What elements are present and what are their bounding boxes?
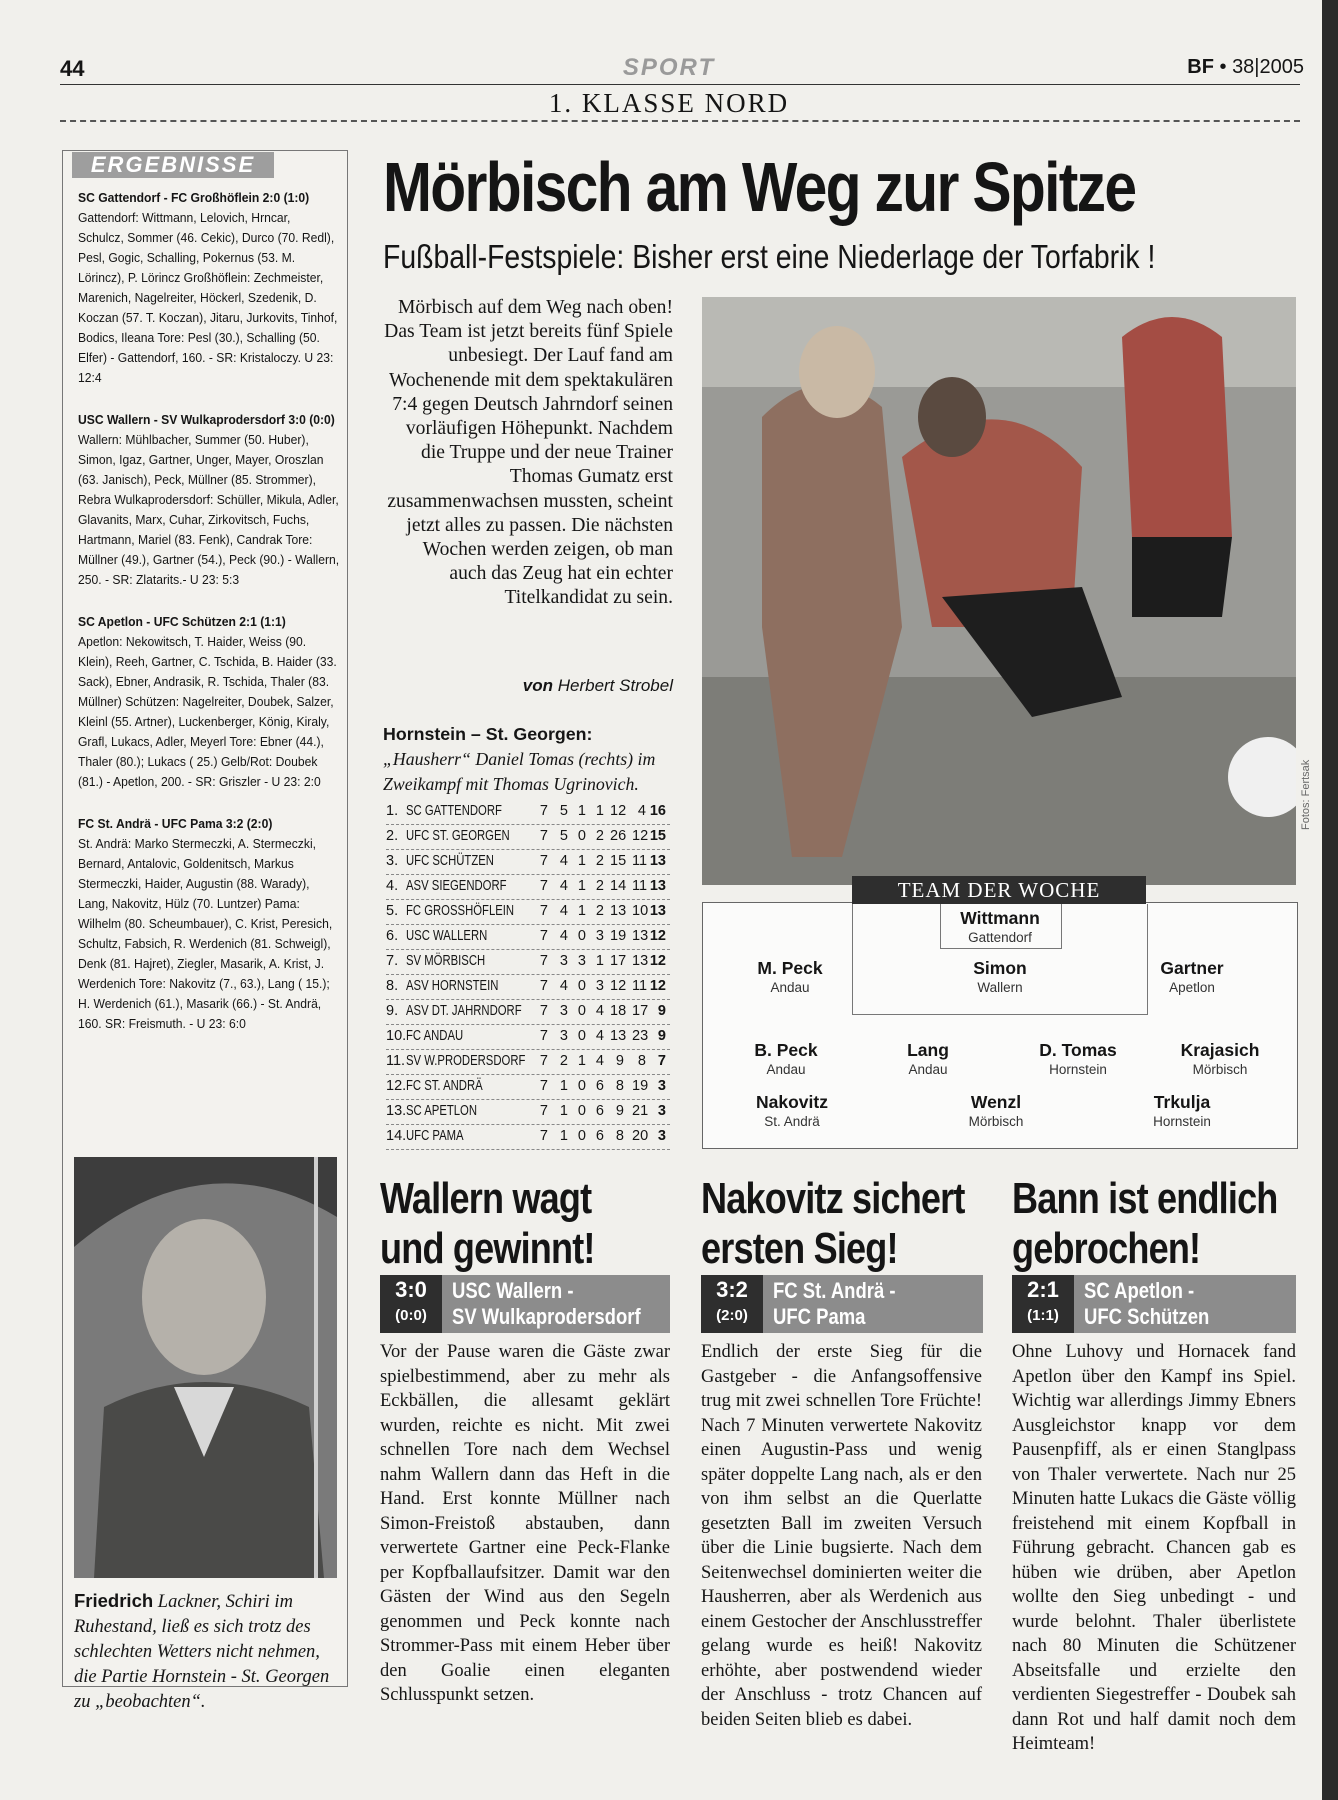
standings-rank: 5.: [386, 903, 399, 919]
standings-rank: 4.: [386, 878, 399, 894]
standings-points: 13: [649, 903, 666, 919]
player-card: [920, 908, 1080, 946]
standings-l: 4: [595, 1053, 604, 1069]
standings-w: 5: [559, 803, 568, 819]
standings-ga: 12: [632, 828, 649, 844]
score-final: 3:0: [395, 1277, 427, 1302]
player-card: [998, 1040, 1158, 1078]
score-final: 3:2: [716, 1277, 748, 1302]
standings-rank: 10.: [386, 1028, 407, 1044]
standings-p: 7: [539, 878, 548, 894]
player-name: Lang: [907, 1040, 949, 1060]
section-title: SPORT: [622, 54, 716, 81]
standings-rank: 13.: [386, 1103, 407, 1119]
standings-l: 2: [595, 903, 604, 919]
standings-ga: 4: [637, 803, 646, 819]
score-team1: USC Wallern -: [452, 1278, 574, 1303]
article-body: Vor der Pause waren die Gäste zwar spielbestimmend, aber zu mehr als Eckbällen, die allesamt geklärt wurden, reichte es nicht. Mit zwei schnellen Tore nach dem Wechsel nahm Wallern dann das Heft in die Hand. Erst konnte Müllner nach Simon-Freistoß abstauben, dann verwertete Gartner eine Peck-Flanke per Kopfballaufsitzer. Damit war den Gästen der Wind aus den Segeln genommen und Peck konnte nach Strommer-Pass mit einem Heber über den Goalie einen eleganten Schlusspunkt setzen.: [380, 1342, 670, 1705]
referee-caption-name: Friedrich: [74, 1590, 154, 1611]
standings-team: SC GATTENDORF: [406, 803, 502, 819]
standings-row: [386, 875, 670, 900]
standings-w: 3: [559, 953, 568, 969]
result-item: [78, 612, 339, 792]
standings-d: 1: [577, 803, 586, 819]
standings-row: [386, 925, 670, 950]
standings-team: SV W.PRODERSDORF: [406, 1053, 526, 1069]
standings-row: [386, 1050, 670, 1075]
standings-points: 3: [657, 1103, 666, 1119]
referee-photo: [74, 1157, 337, 1578]
article-nakovitz: [701, 1174, 991, 1274]
standings-l: 3: [595, 978, 604, 994]
bullet: •: [1219, 56, 1227, 78]
score-team2: UFC Pama: [773, 1304, 866, 1329]
standings-team: FC ST. ANDRÄ: [406, 1078, 483, 1094]
main-photo-image: [702, 297, 1296, 885]
player-club: Wallern: [977, 980, 1023, 995]
header-dashed-rule: [60, 120, 1300, 122]
player-name: Nakovitz: [756, 1092, 828, 1112]
standings-gf: 9: [615, 1053, 624, 1069]
standings-row: [386, 1025, 670, 1050]
player-club: Hornstein: [1049, 1062, 1107, 1077]
standings-p: 7: [539, 853, 548, 869]
standings-l: 2: [595, 828, 604, 844]
main-subheadline: Fußball-Festspiele: Bisher erst eine Niederlage der Torfabrik !: [383, 238, 1156, 275]
standings-w: 3: [559, 1003, 568, 1019]
standings-rank: 6.: [386, 928, 399, 944]
standings-d: 0: [577, 928, 586, 944]
standings-d: 0: [577, 1003, 586, 1019]
player-club: Hornstein: [1153, 1114, 1211, 1129]
standings-d: 0: [577, 1028, 586, 1044]
player-card: [710, 958, 870, 996]
player-name: Wittmann: [960, 908, 1040, 928]
standings-rank: 14.: [386, 1128, 407, 1144]
standings-l: 1: [595, 803, 604, 819]
standings-team: SV MÖRBISCH: [406, 953, 486, 969]
standings-l: 6: [595, 1078, 604, 1094]
byline: [383, 676, 673, 696]
player-club: Gattendorf: [968, 930, 1032, 945]
player-card: [1140, 1040, 1300, 1078]
main-intro: Mörbisch auf dem Weg nach oben! Das Team ist jetzt bereits fünf Spiele unbesiegt. Der Lauf fand am Wochenende mit dem spektakulären 7:4 gegen Deutsch Jahrndorf seinen vorläufigen Höhepunkt. Nachdem die Truppe und der neue Trainer Thomas Gumatz erst zusammenwachsen mussten, scheint jetzt alles zu passen. Die nächsten Wochen werden zeigen, ob man auch das Zeug hat ein echter Titelkandidat zu sein.: [384, 297, 673, 609]
player-card: [712, 1092, 872, 1130]
standings-w: 5: [559, 828, 568, 844]
standings-rank: 7.: [386, 953, 399, 969]
standings-d: 1: [577, 903, 586, 919]
score-team2: UFC Schützen: [1084, 1304, 1210, 1329]
standings-points: 7: [657, 1053, 666, 1069]
player-club: Mörbisch: [968, 1114, 1024, 1129]
player-name: B. Peck: [754, 1040, 818, 1060]
standings-ga: 13: [632, 953, 649, 969]
standings-p: 7: [539, 803, 548, 819]
score-teams: [442, 1275, 670, 1333]
standings-row: [386, 1075, 670, 1100]
main-photo-caption-text: „Hausherr“ Daniel Tomas (rechts) im Zweikampf mit Thomas Ugrinovich.: [383, 749, 656, 794]
standings-rank: 12.: [386, 1078, 407, 1094]
standings-points: 3: [657, 1128, 666, 1144]
results-title: ERGEBNISSE: [72, 152, 274, 178]
standings-w: 4: [559, 978, 568, 994]
score-bar: [380, 1275, 670, 1333]
standings-l: 6: [595, 1103, 604, 1119]
player-club: St. Andrä: [764, 1114, 820, 1129]
issue-number: 38|2005: [1232, 56, 1304, 78]
standings-points: 3: [657, 1078, 666, 1094]
player-card: [848, 1040, 1008, 1078]
score-teams: [763, 1275, 983, 1333]
standings-points: 12: [649, 978, 666, 994]
results-list: [78, 188, 339, 1056]
standings-d: 0: [577, 1128, 586, 1144]
player-club: Mörbisch: [1192, 1062, 1248, 1077]
player-card: [1112, 958, 1272, 996]
standings-gf: 13: [610, 903, 627, 919]
article-headline-line1: Nakovitz sichert: [701, 1174, 965, 1223]
standings-w: 1: [559, 1078, 568, 1094]
standings-row: [386, 900, 670, 925]
standings-p: 7: [539, 1078, 548, 1094]
standings-points: 16: [649, 803, 666, 819]
standings-gf: 12: [610, 978, 627, 994]
score-team2: SV Wulkaprodersdorf: [452, 1304, 641, 1329]
standings-gf: 17: [610, 953, 627, 969]
standings-points: 13: [649, 853, 666, 869]
standings-team: ASV DT. JAHRNDORF: [406, 1003, 522, 1019]
standings-p: 7: [539, 953, 548, 969]
standings-gf: 9: [615, 1103, 624, 1119]
player-name: Gartner: [1160, 958, 1224, 978]
standings-p: 7: [539, 928, 548, 944]
standings-table: [386, 800, 670, 1150]
result-text: Apetlon: Nekowitsch, T. Haider, Weiss (90. Klein), Reeh, Gartner, C. Tschida, B. Haider (33. Sack), Ebner, Andrasik, R. Tschida, Thaler (83. Müllner) Schützen: Nagelreiter, Doubek, Salzer, Kleinl (55. Artner), Luckenberger, König, Kiraly, Grafl, Lukacs, Adler, Meyerl Tore: Ebner (44.), Thaler (80.); Lukacs ( 25.) Gelb/Rot: Doubek (81.) - Apetlon, 200. - SR: Griszler - U 23: 2:0: [78, 634, 337, 789]
standings-p: 7: [539, 1103, 548, 1119]
score-halftime: (1:1): [1027, 1307, 1059, 1324]
standings-d: 3: [577, 953, 586, 969]
standings-ga: 10: [632, 903, 649, 919]
standings-row: [386, 1125, 670, 1150]
standings-p: 7: [539, 1128, 548, 1144]
referee-photo-image: [74, 1157, 337, 1578]
page-number: 44: [60, 56, 85, 81]
standings-d: 0: [577, 978, 586, 994]
standings-ga: 23: [632, 1028, 649, 1044]
player-card: [1102, 1092, 1262, 1130]
standings-gf: 13: [610, 1028, 627, 1044]
standings-team: SC APETLON: [406, 1103, 478, 1119]
article-headline-line2: und gewinnt!: [380, 1224, 595, 1273]
standings-rank: 2.: [386, 828, 399, 844]
standings-ga: 21: [632, 1103, 649, 1119]
standings-l: 6: [595, 1128, 604, 1144]
photo-credit: Fotos: Fertsak: [1300, 759, 1312, 830]
publication-name: BF: [1187, 56, 1214, 78]
standings-l: 1: [595, 953, 604, 969]
league-title: 1. KLASSE NORD: [548, 88, 790, 118]
main-photo-caption: [383, 722, 683, 797]
article-headline-line2: ersten Sieg!: [701, 1224, 898, 1273]
standings-team: UFC SCHÜTZEN: [406, 853, 494, 869]
standings-l: 3: [595, 928, 604, 944]
standings-w: 3: [559, 1028, 568, 1044]
standings-d: 0: [577, 828, 586, 844]
standings-points: 13: [649, 878, 666, 894]
article-headline-line1: Wallern wagt: [380, 1174, 592, 1223]
standings-p: 7: [539, 903, 548, 919]
result-header: SC Apetlon - UFC Schützen 2:1 (1:1): [78, 614, 286, 629]
standings-ga: 19: [632, 1078, 649, 1094]
result-header: SC Gattendorf - FC Großhöflein 2:0 (1:0): [78, 190, 310, 205]
standings-ga: 17: [632, 1003, 649, 1019]
score-team1: SC Apetlon -: [1084, 1278, 1195, 1303]
result-item: [78, 814, 339, 1034]
article-headline-line1: Bann ist endlich: [1012, 1174, 1278, 1223]
player-card: [920, 958, 1080, 996]
byline-prefix: von: [522, 676, 553, 695]
standings-ga: 8: [637, 1053, 646, 1069]
standings-w: 2: [559, 1053, 568, 1069]
standings-d: 1: [577, 1053, 586, 1069]
result-text: Wallern: Mühlbacher, Summer (50. Huber), Simon, Igaz, Gartner, Unger, Mayer, Oroszlan (63. Janisch), Peck, Müllner (85. Strommer), Rebra Wulkaprodersdorf: Schüller, Mikula, Adler, Glavanits, Marx, Cuhar, Zirkovitsch, Fuchs, Hartmann, Mariel (83. Fenk), Candrak Tore: Müllner (49.), Gartner (54.), Peck (90.) - Wallern, 250. - SR: Zlatarits.- U 23: 5:3: [78, 432, 340, 587]
standings-ga: 13: [632, 928, 649, 944]
standings-row: [386, 850, 670, 875]
standings-ga: 11: [632, 878, 648, 894]
standings-team: UFC ST. GEORGEN: [406, 828, 510, 844]
standings-points: 12: [649, 953, 666, 969]
result-header: FC St. Andrä - UFC Pama 3:2 (2:0): [78, 816, 273, 831]
standings-points: 12: [649, 928, 666, 944]
header-rule: [60, 84, 1300, 85]
standings-points: 15: [649, 828, 666, 844]
byline-author: Herbert Strobel: [557, 676, 673, 695]
standings-team: ASV SIEGENDORF: [406, 878, 507, 894]
player-name: Wenzl: [970, 1092, 1022, 1112]
standings-gf: 12: [610, 803, 627, 819]
standings-w: 4: [559, 878, 568, 894]
player-name: M. Peck: [757, 958, 823, 978]
standings-ga: 11: [632, 978, 648, 994]
standings-row: [386, 950, 670, 975]
standings-rank: 1.: [386, 803, 399, 819]
standings-p: 7: [539, 1053, 548, 1069]
score-halftime: (0:0): [395, 1307, 427, 1324]
standings-p: 7: [539, 828, 548, 844]
standings-l: 4: [595, 1028, 604, 1044]
referee-caption: [74, 1588, 336, 1715]
standings-row: [386, 1000, 670, 1025]
standings-l: 2: [595, 853, 604, 869]
standings-rank: 8.: [386, 978, 399, 994]
article-wallern: [380, 1174, 670, 1274]
main-photo: [702, 297, 1296, 885]
score-team1: FC St. Andrä -: [773, 1278, 896, 1303]
standings-p: 7: [539, 1028, 548, 1044]
standings-l: 2: [595, 878, 604, 894]
result-header: USC Wallern - SV Wulkaprodersdorf 3:0 (0:0): [78, 412, 335, 427]
standings-w: 1: [559, 1128, 568, 1144]
article-body: Endlich der erste Sieg für die Gastgeber - die Anfangsoffensive trug mit zwei schnellen Tore Früchte! Nach 7 Minuten verwertete Nakovitz einen Augustin-Pass und wenig später doppelte Lang nach, als er den von ihm selbst an die Querlatte gesetzten Ball im zweiten Versuch über die Linie bugsierte. Nach dem Seitenwechsel dominierten weiter die Hausherren, aber als Werdenich aus einem Gestocher der Anschlusstreffer gelang wurde es heiß! Nakovitz erhöhte, aber postwendend wieder der Anschluss - trotz Chancen auf beiden Seiten blieb es dabei.: [701, 1342, 982, 1730]
standings-team: UFC PAMA: [406, 1128, 464, 1144]
result-text: St. Andrä: Marko Stermeczki, A. Stermeczki, Bernard, Antalovic, Goldenitsch, Markus Stermeczki, Haider, Augustin (88. Warady), Lang, Nakovitz, Hülz (70. Luntzer) Pama: Wilhelm (80. Scheumbauer), C. Krist, Peresich, Schultz, Fabsich, R. Werdenich (81. Schweigl), Denk (81. Hajret), Ziegler, Masarik, A. Krist, J. Werdenich Tore: Nakovitz (7., 63.), Lang ( 15.); H. Werdenich (61.), Masarik (66.) - St. Andrä, 160. SR: Freismuth. - U 23: 6:0: [78, 836, 333, 1031]
standings-row: [386, 975, 670, 1000]
result-item: [78, 188, 339, 388]
standings-d: 1: [577, 878, 586, 894]
standings-rank: 3.: [386, 853, 399, 869]
player-club: Apetlon: [1169, 980, 1215, 995]
player-name: D. Tomas: [1039, 1040, 1117, 1060]
standings-gf: 26: [610, 828, 627, 844]
player-name: Simon: [973, 958, 1027, 978]
standings-d: 0: [577, 1078, 586, 1094]
standings-row: [386, 800, 670, 825]
standings-rank: 11.: [386, 1053, 406, 1069]
score-box: [701, 1275, 763, 1333]
standings-gf: 8: [615, 1128, 624, 1144]
standings-row: [386, 825, 670, 850]
player-name: Trkulja: [1153, 1092, 1211, 1112]
score-teams: [1074, 1275, 1296, 1333]
standings-points: 9: [657, 1028, 666, 1044]
standings-gf: 19: [610, 928, 627, 944]
standings-w: 4: [559, 853, 568, 869]
issue-info: [1187, 56, 1304, 79]
main-photo-caption-bold: Hornstein – St. Georgen:: [383, 724, 593, 744]
score-halftime: (2:0): [716, 1307, 748, 1324]
standings-gf: 8: [615, 1078, 624, 1094]
page-edge: [1322, 0, 1338, 1800]
article-apetlon: [1012, 1174, 1306, 1274]
standings-w: 4: [559, 903, 568, 919]
standings-team: FC GROSSHÖFLEIN: [406, 903, 515, 919]
standings-rank: 9.: [386, 1003, 399, 1019]
standings-gf: 14: [610, 878, 627, 894]
player-club: Andau: [770, 980, 810, 995]
score-final: 2:1: [1027, 1277, 1059, 1302]
standings-row: [386, 1100, 670, 1125]
standings-p: 7: [539, 978, 548, 994]
team-of-week-title: TEAM DER WOCHE: [852, 876, 1146, 904]
standings-ga: 11: [632, 853, 648, 869]
article-body: Ohne Luhovy und Hornacek fand Apetlon über den Kampf ins Spiel. Wichtig war allerdings Jimmy Ebners Ausgleichstor knapp vor dem Pausenpfiff, als er einen Stanglpass von Thaler verwertete. Nach nur 25 Minuten hatte Lukacs die Gäste völlig freistehend mit einem Kopfball in Führung gebracht. Chancen gab es hüben wie drüben, aber Apetlon wollte den Sieg unbedingt - und wurde belohnt. Thaler überlistete nach 80 Minuten die Schützener Abseitsfalle und erzielte den verdienten Siegestreffer - Doubek sah dann Rot und half damit noch dem Heimteam!: [1012, 1342, 1296, 1754]
standings-gf: 15: [610, 853, 627, 869]
standings-d: 1: [577, 853, 586, 869]
score-box: [380, 1275, 442, 1333]
standings-points: 9: [657, 1003, 666, 1019]
score-bar: [1012, 1275, 1296, 1333]
standings-l: 4: [595, 1003, 604, 1019]
standings-w: 1: [559, 1103, 568, 1119]
standings-gf: 18: [610, 1003, 627, 1019]
score-bar: [701, 1275, 983, 1333]
standings-ga: 20: [632, 1128, 649, 1144]
player-club: Andau: [766, 1062, 806, 1077]
player-name: Krajasich: [1180, 1040, 1260, 1060]
standings-p: 7: [539, 1003, 548, 1019]
standings-team: USC WALLERN: [406, 928, 488, 944]
article-headline-line2: gebrochen!: [1012, 1224, 1201, 1273]
standings-team: ASV HORNSTEIN: [406, 978, 499, 994]
standings-w: 4: [559, 928, 568, 944]
standings-d: 0: [577, 1103, 586, 1119]
player-club: Andau: [908, 1062, 948, 1077]
result-item: [78, 410, 339, 590]
player-card: [706, 1040, 866, 1078]
main-headline: Mörbisch am Weg zur Spitze: [383, 148, 1136, 226]
result-text: Gattendorf: Wittmann, Lelovich, Hrncar, Schulcz, Sommer (46. Cekic), Durco (70. Redl), Pesl, Gogic, Schalling, Pokernus (53. M. Lörincz), P. Lörincz Großhöflein: Zechmeister, Marenich, Nagelreiter, Höckerl, Szedenik, D. Koczan (57. T. Koczan), Jitaru, Jurkovits, Tinhof, Bodics, Ileana Tore: Pesl (30.), Schalling (50. Elfer) - Gattendorf, 160. - SR: Kristaloczy. U 23: 12:4: [78, 210, 338, 385]
player-card: [916, 1092, 1076, 1130]
standings-team: FC ANDAU: [406, 1028, 464, 1044]
referee-caption-text: Lackner, Schiri im Ruhestand, ließ es sich trotz des schlechten Wetters nicht nehmen, die Partie Hornstein - St. Georgen zu „beobachten“.: [74, 1592, 330, 1712]
score-box: [1012, 1275, 1074, 1333]
